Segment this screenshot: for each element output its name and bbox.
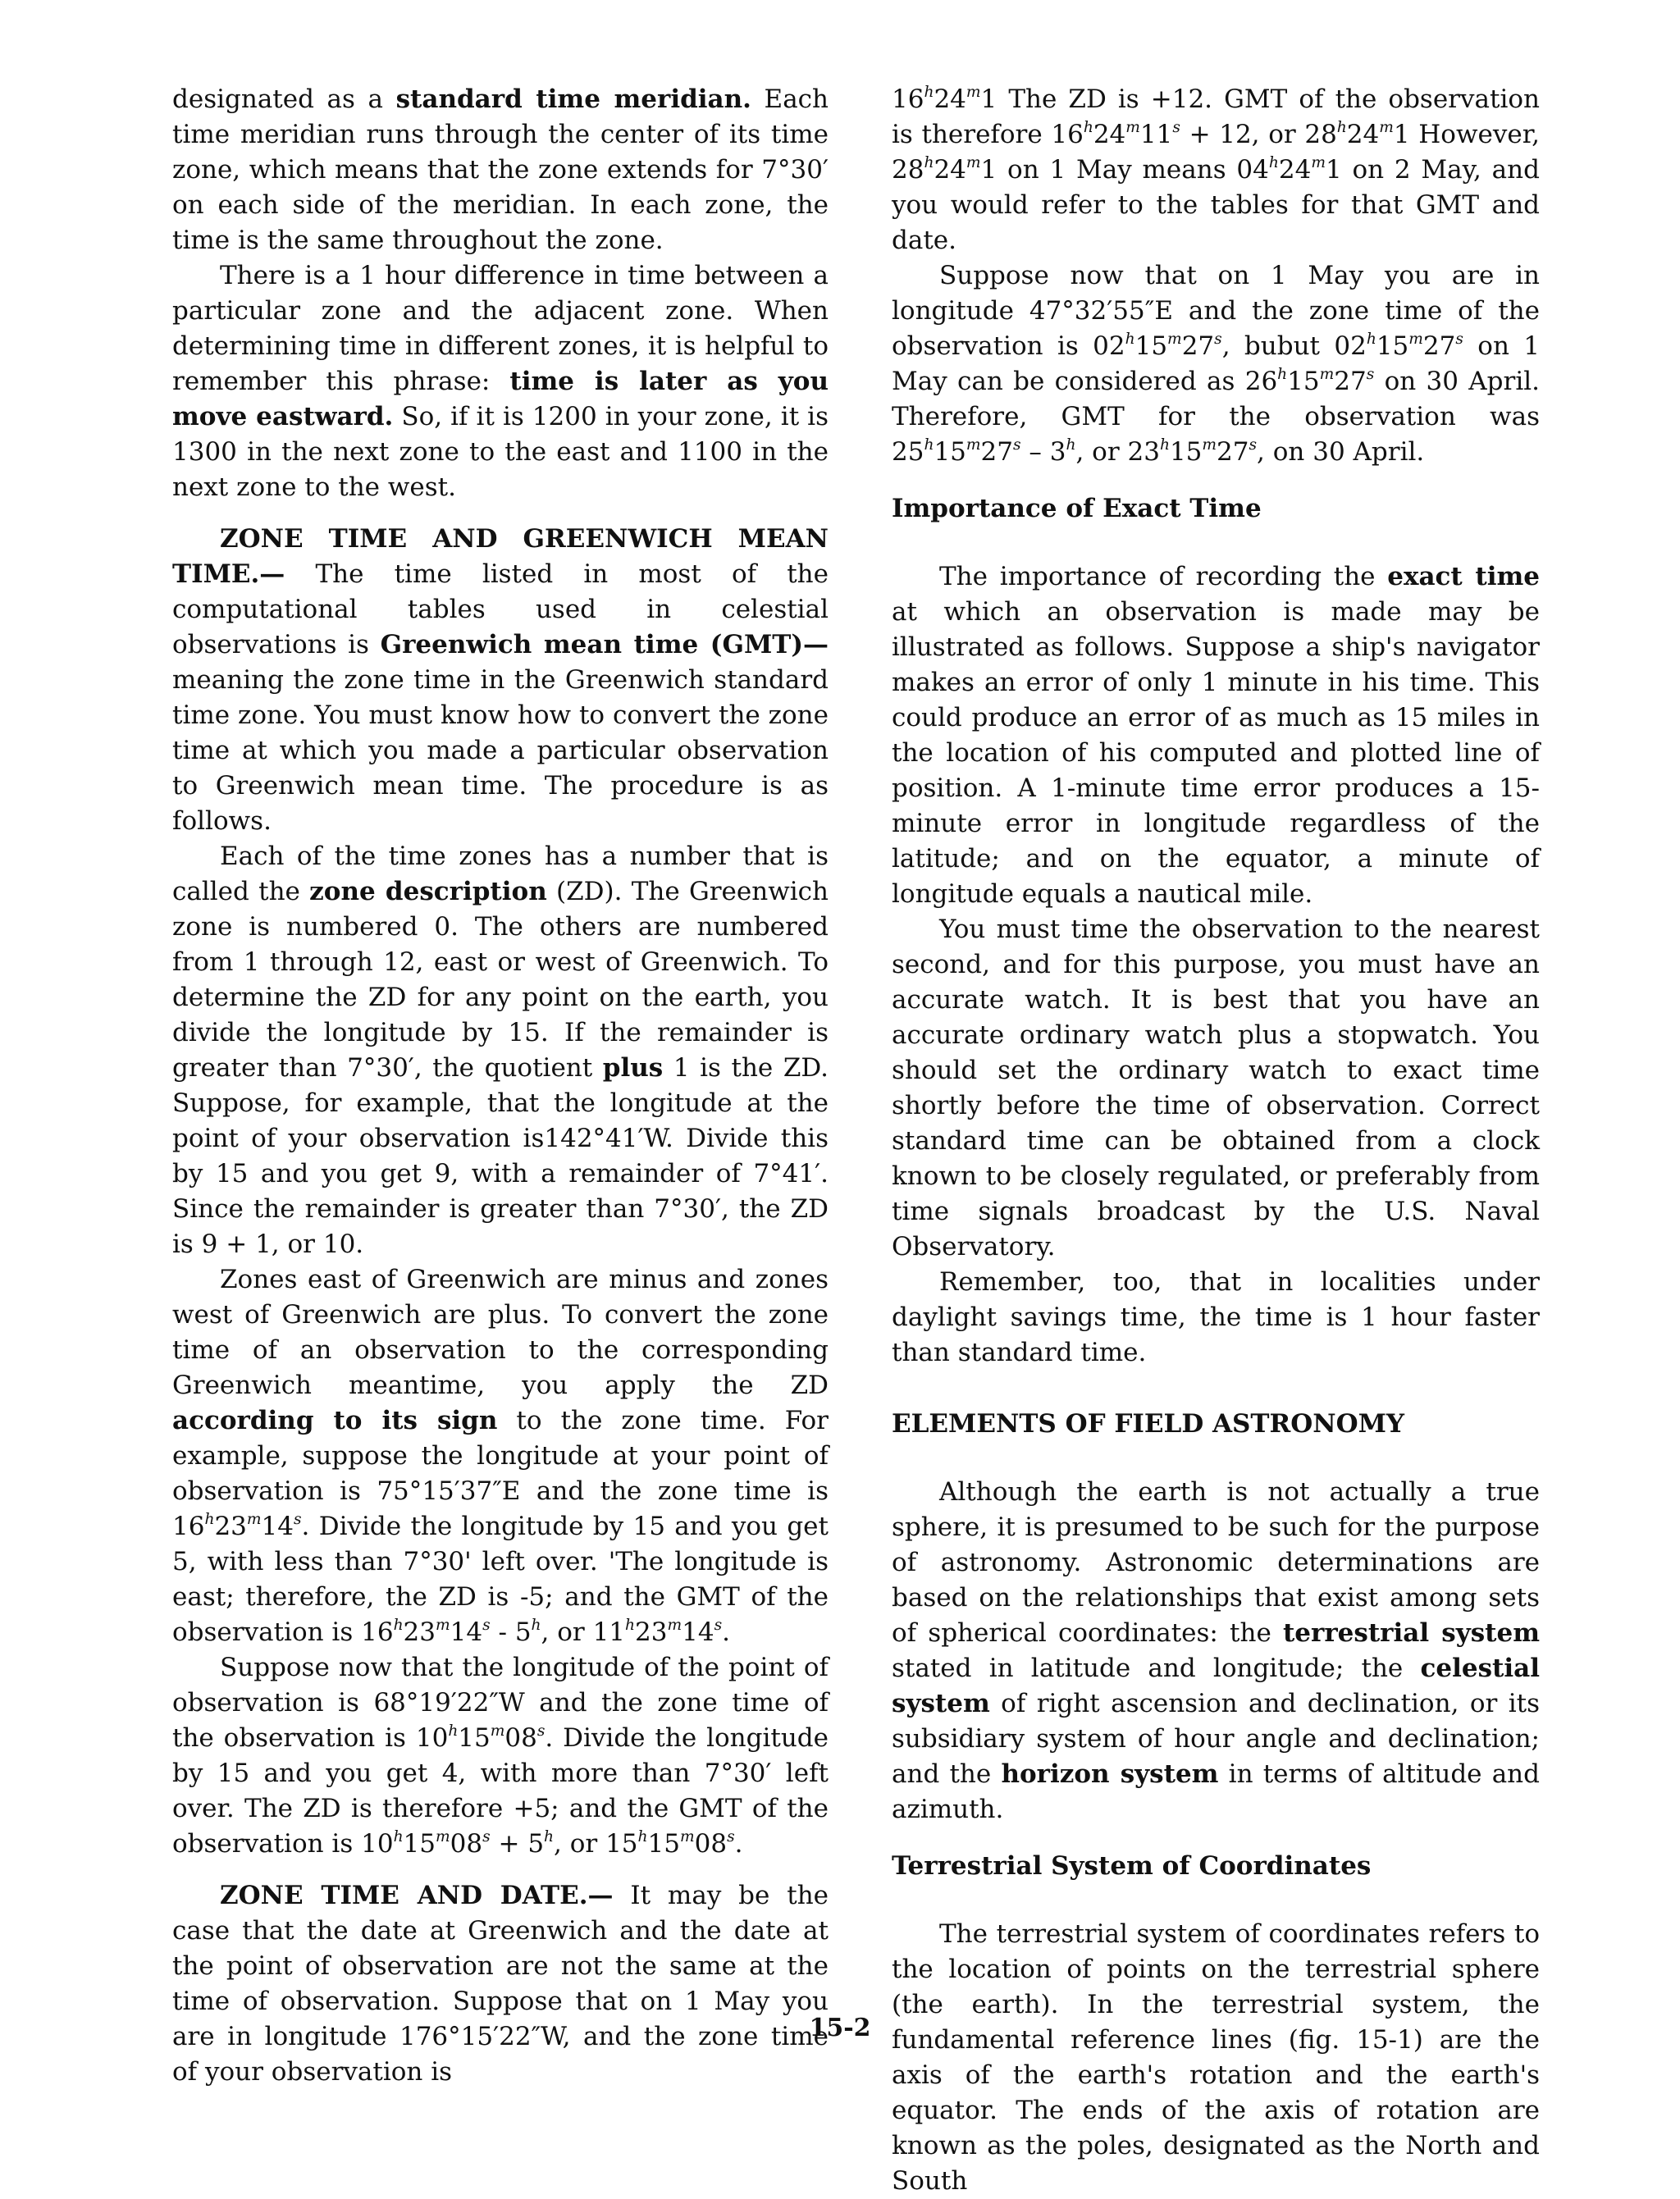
paragraph: There is a 1 hour difference in time between a particular zone and the adjacent zone. When determining time in different zones, it is helpful to remember this phrase: time is later as you move eastward. So, if it is 1200 in your zone, it is 1300 in the next zone to the east and 1100 in the next zone to the west. bbox=[172, 261, 829, 502]
section-paragraph-zone-time-date: ZONE TIME AND DATE.— It may be the case that the date at Greenwich and the date at the point of observation are not the same at the time of observation. Suppose that on 1 May you are in longitude 176°15′22″W, and the zone time of your observation is bbox=[172, 1881, 829, 2087]
paragraph: 16$^h$24$^m$1 The ZD is +12. GMT of the observation is therefore $16^h24^m11^s + 12$, or 28$^h$24$^m$1 However, 28$^h$24$^m$1 on 1 May means 04$^h$24$^m$1 on 2 May, and you would refer to the tables for that GMT and date. bbox=[892, 83, 1540, 255]
paragraph: Each of the time zones has a number that is called the zone description (ZD). The Greenwich zone is numbered 0. The others are numbered from 1 through 12, east or west of Greenwich. To determine the ZD for any point on the earth, you divide the longitude by 15. If the remainder is greater than 7°30′, the quotient plus 1 is the ZD. Suppose, for example, that the longitude at the point of your observation is142°41′W. Divide this by 15 and you get 9, with a remainder of 7°41′. Since the remainder is greater than 7°30′, the ZD is 9 + 1, or 10. bbox=[172, 842, 829, 1259]
heading-importance-of-exact-time: Importance of Exact Time bbox=[892, 494, 1262, 523]
paragraph: Suppose now that on 1 May you are in longitude 47°32′55″E and the zone time of the observation is 02$^h$15$^m$27$^s$, bubut 02$^h$15$^m$27$^s$ on 1 May can be considered as 26$^h$15$^m$27$^s$ on 30 April. Therefore, GMT for the observation was 25$^h$15$^m$27$^s$ – 3$^h$, or 23$^h$15$^m$27$^s$, on 30 April. bbox=[892, 261, 1541, 467]
paragraph: Suppose now that the longitude of the point of observation is 68°19′22″W and the zone time of the observation is 10$^h$15$^m$08$^s$. Divide the longitude by 15 and you get 4, with more than 7°30′ left over. The ZD is therefore +5; and the GMT of the observation is $10^h15^m08^s + 5^h$, or 15$^h$15$^m$08$^s$. bbox=[172, 1653, 829, 1859]
run-in-heading: ZONE TIME AND GREENWICH MEAN TIME.— bbox=[172, 524, 829, 589]
page-number: 15-2 bbox=[809, 2014, 871, 2042]
paragraph: designated as a standard time meridian. Each time meridian runs through the center of its time zone, which means that the zone extends for 7°30′ on each side of the meridian. In each zone, the time is the same throughout the zone. bbox=[172, 84, 829, 255]
paragraph: Remember, too, that in localities under daylight savings time, the time is 1 hour faster than standard time. bbox=[892, 1267, 1540, 1367]
left-column bbox=[172, 82, 829, 2090]
paragraph: You must time the observation to the nearest second, and for this purpose, you must have an accurate watch. It is best that you have an accurate ordinary watch plus a stopwatch. You should set the ordinary watch to exact time shortly before the time of observation. Correct standard time can be obtained from a clock known to be closely regulated, or preferably from time signals broadcast by the U.S. Naval Observatory. bbox=[892, 915, 1540, 1261]
paragraph: Zones east of Greenwich are minus and zones west of Greenwich are plus. To convert the zone time of an observation to the corresponding Greenwich meantime, you apply the ZD according to its sign to the zone time. For example, suppose the longitude at your point of observation is 75°15′37″E and the zone time is 16$^h$23$^m$14$^s$. Divide the longitude by 15 and you get 5, with less than 7°30' left over. 'The longitude is east; therefore, the ZD is -5; and the GMT of the observation is 16$^h$23$^m$14$^s$ - 5$^h$, or 11$^h$23$^m$14$^s$. bbox=[172, 1265, 829, 1647]
run-in-heading: ZONE TIME AND DATE.— bbox=[220, 1881, 614, 1910]
paragraph: The terrestrial system of coordinates refers to the location of points on the terrestrial sphere (the earth). In the terrestrial system, the fundamental reference lines (fig. 15-1) are the axis of the earth's rotation and the earth's equator. The ends of the axis of rotation are known as the poles, designated as the North and South bbox=[892, 1919, 1540, 2196]
section-paragraph-zone-time-gmt: ZONE TIME AND GREENWICH MEAN TIME.— The time listed in most of the computational tables used in celestial observations is Greenwich mean time (GMT)— meaning the zone time in the Greenwich standard time zone. You must know how to convert the zone time at which you made a particular observation to Greenwich mean time. The procedure is as follows. bbox=[172, 524, 829, 836]
paragraph: Although the earth is not actually a true sphere, it is presumed to be such for the purpose of astronomy. Astronomic determinations are based on the relationships that exist among sets of spherical coordinates: the terrestrial system stated in latitude and longitude; the celestial system of right ascension and declination, or its subsidiary system of hour angle and declination; and the horizon system in terms of altitude and azimuth. bbox=[892, 1477, 1541, 1824]
heading-elements-of-field-astronomy: ELEMENTS OF FIELD ASTRONOMY bbox=[892, 1409, 1405, 1439]
heading-terrestrial-system: Terrestrial System of Coordinates bbox=[892, 1851, 1372, 1881]
paragraph: The importance of recording the exact time at which an observation is made may be illustrated as follows. Suppose a ship's navigator makes an error of only 1 minute in his time. This could produce an error of as much as 15 miles in the location of his computed and plotted line of position. A 1-minute time error produces a 15-minute error in longitude regardless of the latitude; and on the equator, a minute of longitude equals a nautical mile. bbox=[892, 562, 1540, 909]
right-column bbox=[892, 82, 1540, 2199]
